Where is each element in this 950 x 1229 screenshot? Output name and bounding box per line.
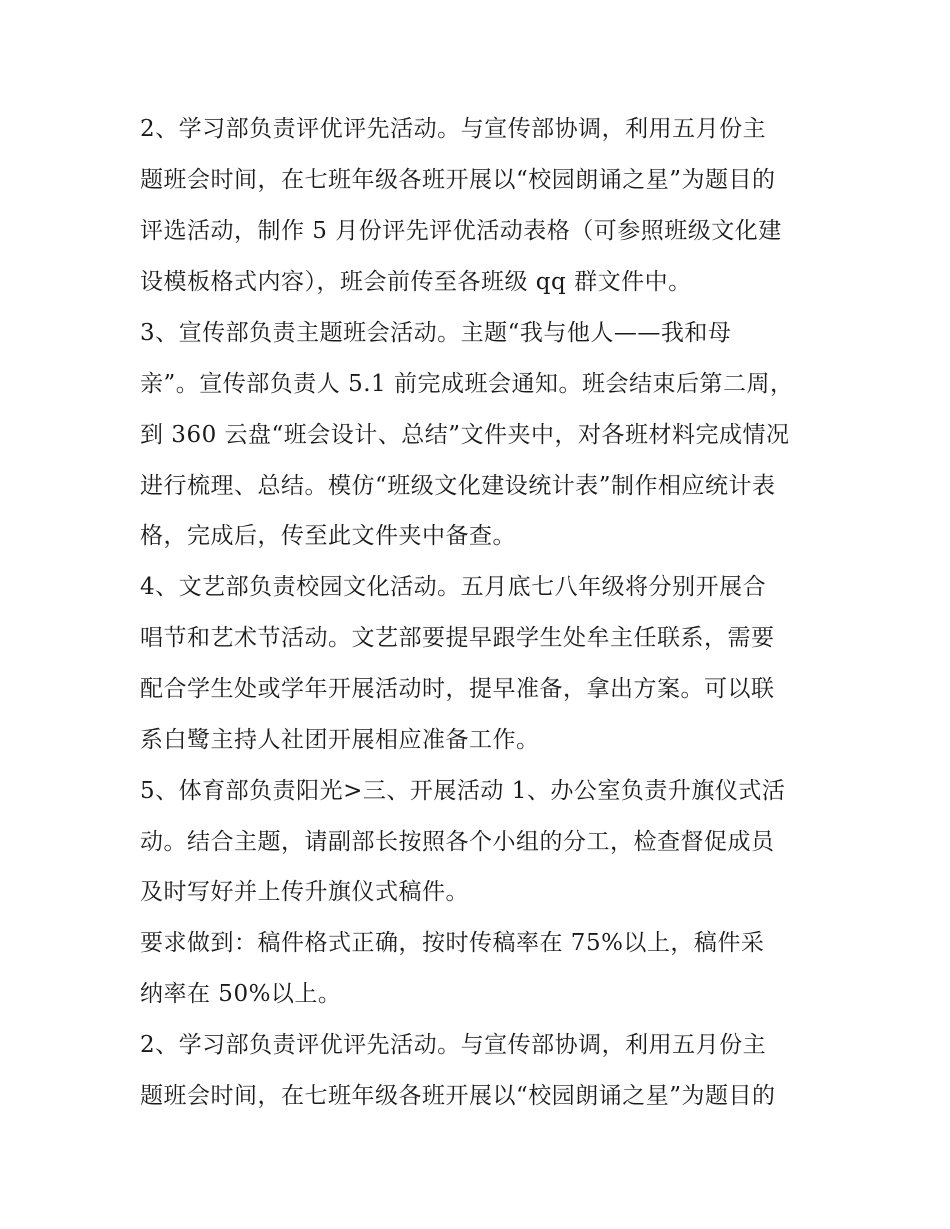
text-line: 动。结合主题，请副部长按照各个小组的分工，检查督促成员 [140,829,775,855]
text-line: 设模板格式内容），班会前传至各班级 qq 群文件中。 [140,269,692,295]
text-line: 进行梳理、总结。模仿“班级文化建设统计表”制作相应统计表 [140,473,776,499]
text-line: 3、宣传部负责主题班会活动。主题“我与他人——我和母 [140,320,732,346]
text-line: 及时写好并上传升旗仪式稿件。 [140,879,469,905]
text-line: 5、体育部负责阳光>三、开展活动 1、办公室负责升旗仪式活 [140,778,786,804]
text-line: 唱节和艺术节活动。文艺部要提早跟学生处牟主任联系，需要 [140,625,775,651]
text-line: 要求做到：稿件格式正确，按时传稿率在 75%以上，稿件采 [140,930,765,956]
text-line: 亲”。宣传部负责人 5.1 前完成班会通知。班会结束后第二周， [140,371,794,397]
text-line: 题班会时间，在七班年级各班开展以“校园朗诵之星”为题目的 [140,167,776,193]
text-line: 题班会时间，在七班年级各班开展以“校园朗诵之星”为题目的 [140,1083,776,1109]
text-line: 到 360 云盘“班会设计、总结”文件夹中，对各班材料完成情况 [140,422,790,448]
text-line: 格，完成后，传至此文件夹中备查。 [140,523,516,549]
text-line: 评选活动，制作 5 月份评先评优活动表格（可参照班级文化建 [140,218,782,244]
text-line: 纳率在 50%以上。 [140,981,342,1007]
text-line: 4、文艺部负责校园文化活动。五月底七八年级将分别开展合 [140,574,767,600]
text-line: 2、学习部负责评优评先活动。与宣传部协调，利用五月份主 [140,1032,767,1058]
text-line: 2、学习部负责评优评先活动。与宣传部协调，利用五月份主 [140,116,767,142]
text-line: 配合学生处或学年开展活动时，提早准备，拿出方案。可以联 [140,676,775,702]
text-line: 系白鹭主持人社团开展相应准备工作。 [140,727,540,753]
